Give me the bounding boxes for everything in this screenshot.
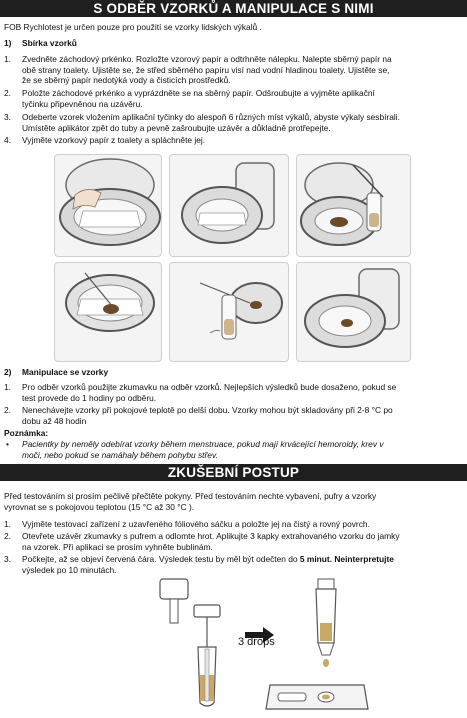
note-label: Poznámka: xyxy=(4,428,49,438)
list-item-line: dobu až 48 hodin xyxy=(22,415,87,426)
list-item-line: tyčinku připevněnou na uzávěru. xyxy=(22,98,143,109)
list-item-line: na vzorek. Při aplikaci se prosím vyhněte bublinám. xyxy=(22,541,213,552)
list-item-line: Nenechávejte vzorky při pokojové teplotě po delší dobu. Vzorky mohou být skladovány při 2-8 °C po xyxy=(22,405,393,415)
list-item-line: že se sběrný papír nedotýká vody a čisticích prostředků. xyxy=(22,75,231,85)
list-item-line: Otevřete uzávěr zkumavky s pufrem a odlomte hrot. Aplikujte 3 kapky extrahovaného vzorku do jamky xyxy=(22,531,400,541)
list-item-line: Vyjměte testovací zařízení z uzavřeného fóliového sáčku a položte jej na čistý a rovný povrch. xyxy=(22,519,370,529)
list-number: 3. xyxy=(4,112,11,122)
list-number: 1. xyxy=(4,382,11,392)
list-item-line: výsledek po 10 minutách. xyxy=(22,564,117,575)
list-number: 3. xyxy=(4,554,11,564)
list-item-line: Pro odběr vzorků použijte zkumavku na odběr vzorků. Nejlepších výsledků bude dosaženo, pokud se xyxy=(22,382,397,392)
list-number: 2. xyxy=(4,531,11,541)
list-item-line: obě strany toalety. Ujistěte se, že střed sběrného papíru visí nad vodní hladinou toalety. Ujistěte se, xyxy=(22,64,390,75)
list-number: 1. xyxy=(4,519,11,529)
procedure-intro-line: Před testováním si prosím pečlivě přečtěte pokyny. Před testováním nechte vybavení, pufry a vzorky xyxy=(4,491,377,501)
list-item-line: Umístěte aplikátor zpět do tuby a pevně zašroubujte uzávěr a důkladně protřepejte. xyxy=(22,122,331,133)
list-number: 2. xyxy=(4,405,11,415)
list-item-line: Položte záchodové prkénko a vyprázdněte se na sběrný papír. Odšroubujte a vyjměte aplikační xyxy=(22,88,375,98)
subsection-number-1: 1) xyxy=(4,38,12,48)
list-item-line xyxy=(22,554,394,564)
illustration-toilet-seat-down xyxy=(169,154,289,257)
section-banner-procedure: ZKUŠEBNÍ POSTUP xyxy=(0,464,467,481)
illustration-sample-on-paper xyxy=(54,262,162,362)
intro-text: FOB Rychlotest je určen pouze pro použití se vzorky lidských výkalů . xyxy=(4,22,262,32)
item3-warning: Neinterpretujte xyxy=(332,554,394,564)
item3-text: Počkejte, až se objeví červená čára. Výsledek testu by měl být odečten do xyxy=(22,554,300,564)
subsection-title-handling: Manipulace se vzorky xyxy=(22,367,109,377)
drops-label: 3 drops xyxy=(238,636,275,648)
subsection-number-2: 2) xyxy=(4,367,12,377)
illustration-toilet-flush xyxy=(296,262,411,362)
illustration-sampling-tube xyxy=(169,262,289,362)
list-number: 4. xyxy=(4,135,11,145)
note-line: Pacientky by neměly odebírat vzorky během menstruace, pokud mají krvácející hemoroidy, krev v xyxy=(22,439,384,449)
subsection-title-collection: Sbírka vzorků xyxy=(22,38,77,48)
note-bullet: • xyxy=(6,439,9,449)
list-item-line: test provede do 1 hodiny po odběru. xyxy=(22,392,157,403)
illustration-toilet-paper-placement xyxy=(54,154,162,257)
list-number: 1. xyxy=(4,54,11,64)
item3-time: 5 minut. xyxy=(299,554,333,564)
section-banner-collection: S ODBĚR VZORKŮ A MANIPULACE S NIMI xyxy=(0,0,467,17)
list-item-line: Odeberte vzorek vložením aplikační tyčinky do alespoň 6 různých míst výkalů, abyste výkaly sesbírali. xyxy=(22,112,400,122)
note-line: moči, nebo pokud se namáhaly během pohybu střev. xyxy=(22,449,218,460)
procedure-intro-line: vyrovnat se s pokojovou teplotou (15 °C až 30 °C ). xyxy=(4,502,195,512)
list-item-line: Zvedněte záchodový prkénko. Rozložte vzorový papír a odtrhněte nálepku. Nalepte sběrný papír na xyxy=(22,54,392,64)
list-item-line: Vyjměte vzorkový papír z toalety a spláchněte jej. xyxy=(22,135,206,145)
list-number: 2. xyxy=(4,88,11,98)
illustration-applicator-stick xyxy=(296,154,411,257)
